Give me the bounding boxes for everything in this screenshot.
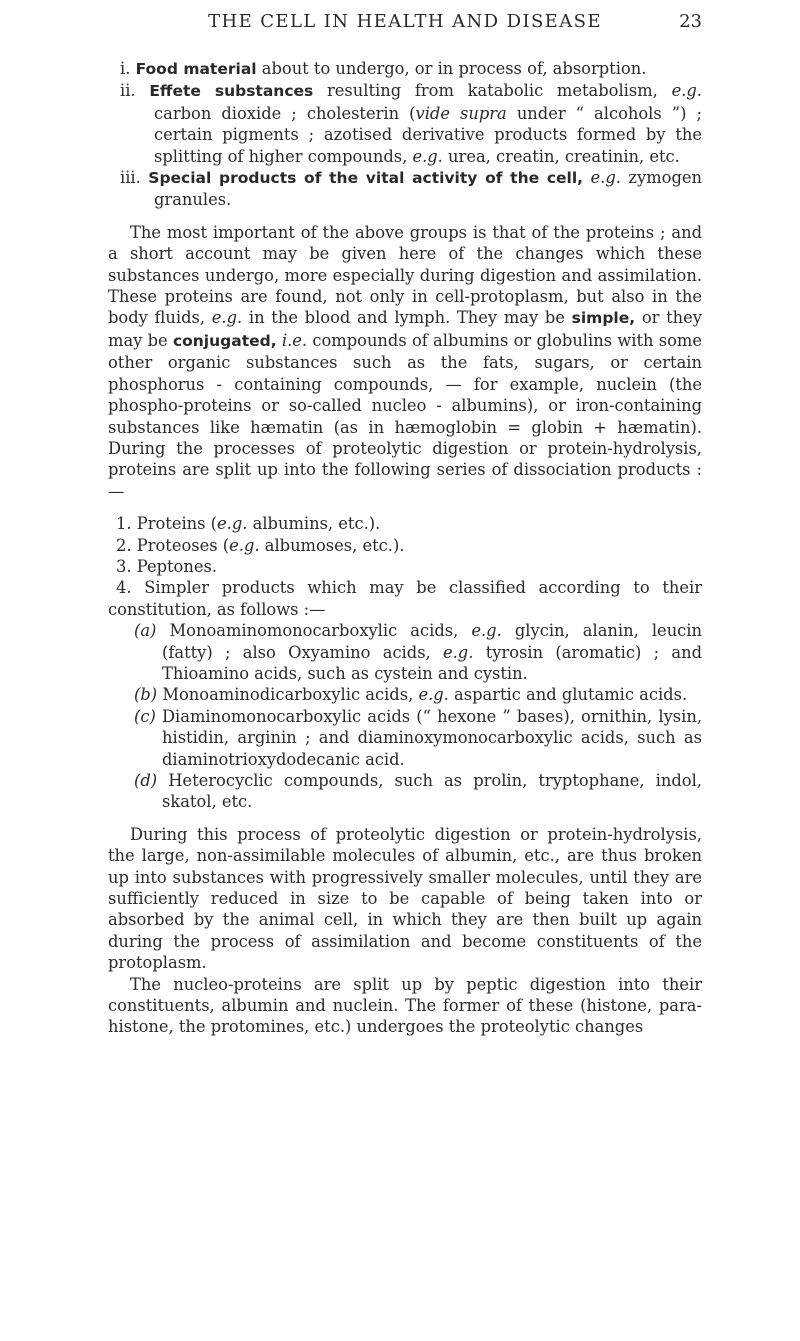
term: Special products of the vital activity of the cell, — [148, 169, 584, 188]
list-item-numbered: 3. Peptones. — [116, 556, 218, 576]
list-item-roman: ii. Effete substances resulting from katabolic metabolism, e.g. carbon dioxide ; cholesterin (vide supra under “ alcohols ”) ; certain pigments ; azotised derivative products formed by the splitting of higher compounds, e.g. urea, creatin, creatinin, etc. — [120, 81, 702, 166]
list-item-lettered: (a) Monoaminomonocarboxylic acids, e.g. glycin, alanin, leucin (fatty) ; also Oxyamino acids, e.g. tyrosin (aromatic) ; and Thioamino acids, such as cystein and cystin. — [134, 621, 702, 683]
paragraph: The nucleo-proteins are split up by peptic digestion into their constituents, albumin and nuclein. The former of these (histone, para-histone, the protomines, etc.) undergoes the proteolytic changes — [108, 974, 702, 1037]
term: Food material — [135, 60, 257, 78]
list-item-roman: i. Food material about to undergo, or in process of, absorption. — [120, 59, 647, 78]
term: Effete substances — [149, 82, 314, 101]
list-item-lettered: (c) Diaminomonocarboxylic acids (“ hexone ” bases), ornithin, lysin, histidin, arginin ; and diaminoxymonocarboxylic acids, such as diaminotrioxydodecanic acid. — [134, 706, 702, 769]
page-body — [108, 58, 702, 1038]
page-number: 23 — [679, 11, 702, 32]
running-head: THE CELL IN HEALTH AND DISEASE — [208, 11, 602, 32]
list-item-lettered: (d) Heterocyclic compounds, such as prolin, tryptophane, indol, skatol, etc. — [134, 771, 702, 812]
list-item-lettered: (b) Monoaminodicarboxylic acids, e.g. aspartic and glutamic acids. — [134, 685, 688, 705]
list-item-numbered: 1. Proteins (e.g. albumins, etc.). — [116, 514, 381, 534]
list-item-numbered: 2. Proteoses (e.g. albumoses, etc.). — [116, 535, 405, 555]
paragraph: The most important of the above groups is that of the proteins ; and a short account may be given here of the changes which these substances undergo, more especially during digestion and assimilation. These proteins are found, not only in cell-protoplasm, but also in the body fluids, e.g. in the blood and lymph. They may be simple, or they may be conjugated, i.e. compounds of albumins or globulins with some other organic substances such as the fats, sugars, or certain phosphorus - containing compounds, — for example, nuclein (the phospho-proteins or so-called nucleo - albumins), or iron-containing substances like hæmatin (as in hæmoglobin = globin + hæmatin). During the processes of proteolytic digestion or protein-hydrolysis, proteins are split up into the following series of dissociation products :— — [108, 222, 702, 501]
list-item-numbered: 4. Simpler products which may be classified according to their constitution, as follows :— — [108, 578, 702, 619]
list-item-roman: iii. Special products of the vital activity of the cell, e.g. zymogen granules. — [120, 168, 702, 210]
paragraph: During this process of proteolytic digestion or protein-hydrolysis, the large, non-assimilable molecules of albumin, etc., are thus broken up into substances with progressively smaller molecules, until they are sufficiently reduced in size to be capable of being taken into or absorbed by the animal cell, in which they are then built up again during the process of assimilation and become constituents of the protoplasm. — [108, 824, 702, 973]
page-header — [108, 11, 702, 35]
